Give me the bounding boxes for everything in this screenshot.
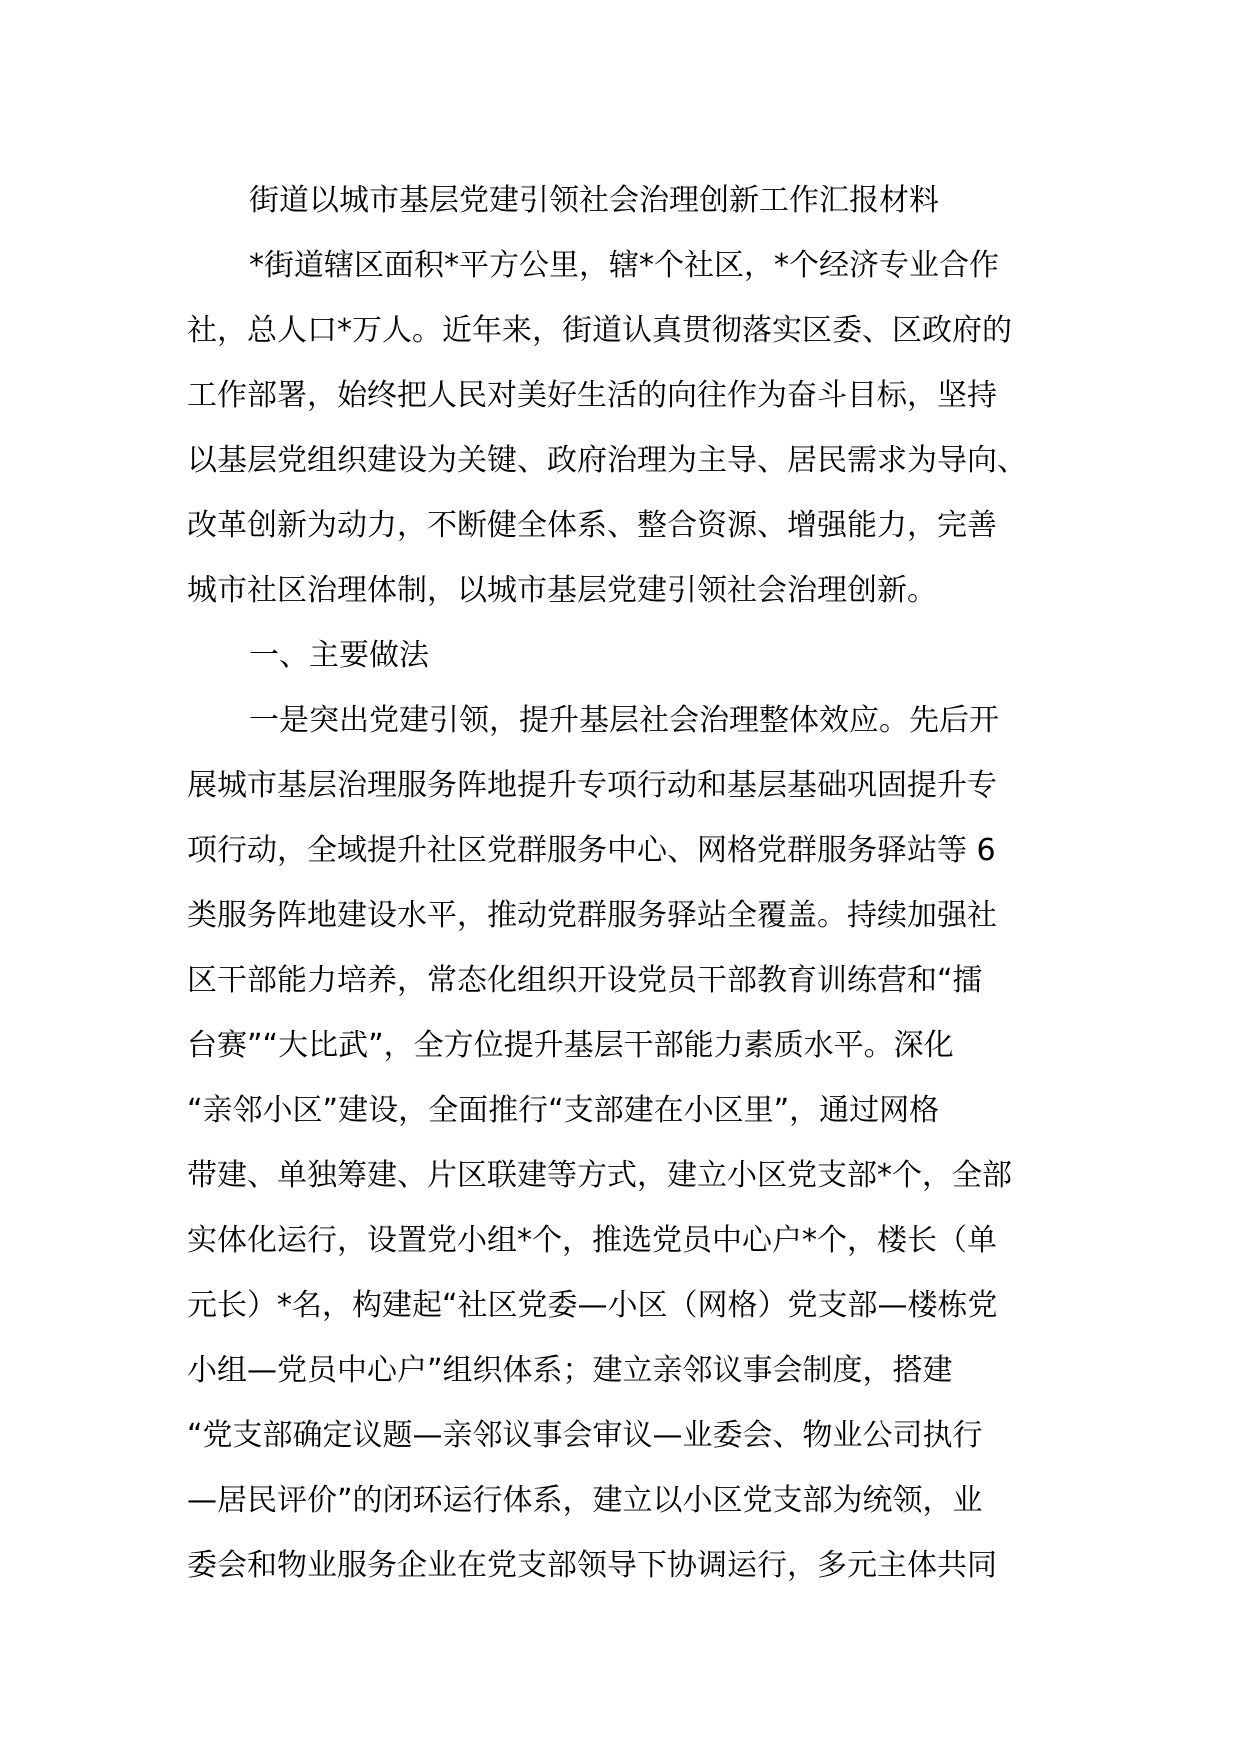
paragraph-line: 元长）*名，构建起“社区党委—小区（网格）党支部—楼栋党 [187, 1288, 998, 1323]
paragraph-line: “亲邻小区”建设，全面推行“支部建在小区里”，通过网格 [187, 1093, 940, 1128]
paragraph-line: 区干部能力培养，常态化组织开设党员干部教育训练营和“擂 [187, 963, 983, 998]
paragraph-line: 展城市基层治理服务阵地提升专项行动和基层基础巩固提升专 [187, 768, 997, 803]
paragraph-line: 台赛”“大比武”，全方位提升基层干部能力素质水平。深化 [187, 1028, 954, 1063]
paragraph-line: 改革创新为动力，不断健全体系、整合资源、增强能力，完善 [187, 508, 997, 543]
paragraph-line: 社，总人口*万人。近年来，街道认真贯彻落实区委、区政府的 [187, 313, 1012, 348]
paragraph-line: 类服务阵地建设水平，推动党群服务驿站全覆盖。持续加强社 [187, 898, 997, 933]
paragraph-line: 一是突出党建引领，提升基层社会治理整体效应。先后开 [249, 703, 999, 738]
paragraph-line: 实体化运行，设置党小组*个，推选党员中心户*个，楼长（单 [187, 1223, 997, 1258]
document-body [187, 168, 1057, 1598]
paragraph-line: 城市社区治理体制，以城市基层党建引领社会治理创新。 [187, 573, 937, 608]
paragraph-line: 小组—党员中心户”组织体系；建立亲邻议事会制度，搭建 [187, 1353, 953, 1388]
paragraph-line: 带建、单独筹建、片区联建等方式，建立小区党支部*个，全部 [187, 1158, 1012, 1193]
section-heading: 一、主要做法 [249, 638, 429, 673]
paragraph-line: 委会和物业服务企业在党支部领导下协调运行，多元主体共同 [187, 1548, 997, 1583]
document-title: 街道以城市基层党建引领社会治理创新工作汇报材料 [249, 183, 939, 218]
paragraph-line: 工作部署，始终把人民对美好生活的向往作为奋斗目标，坚持 [187, 378, 997, 413]
paragraph-line: “党支部确定议题—亲邻议事会审议—业委会、物业公司执行 [187, 1418, 983, 1453]
paragraph-line: —居民评价”的闭环运行体系，建立以小区党支部为统领，业 [187, 1483, 983, 1518]
paragraph-line: 项行动，全域提升社区党群服务中心、网格党群服务驿站等 6 [187, 833, 996, 868]
paragraph-line: *街道辖区面积*平方公里，辖*个社区，*个经济专业合作 [249, 248, 999, 283]
paragraph-line: 以基层党组织建设为关键、政府治理为主导、居民需求为导向、 [187, 443, 1027, 478]
